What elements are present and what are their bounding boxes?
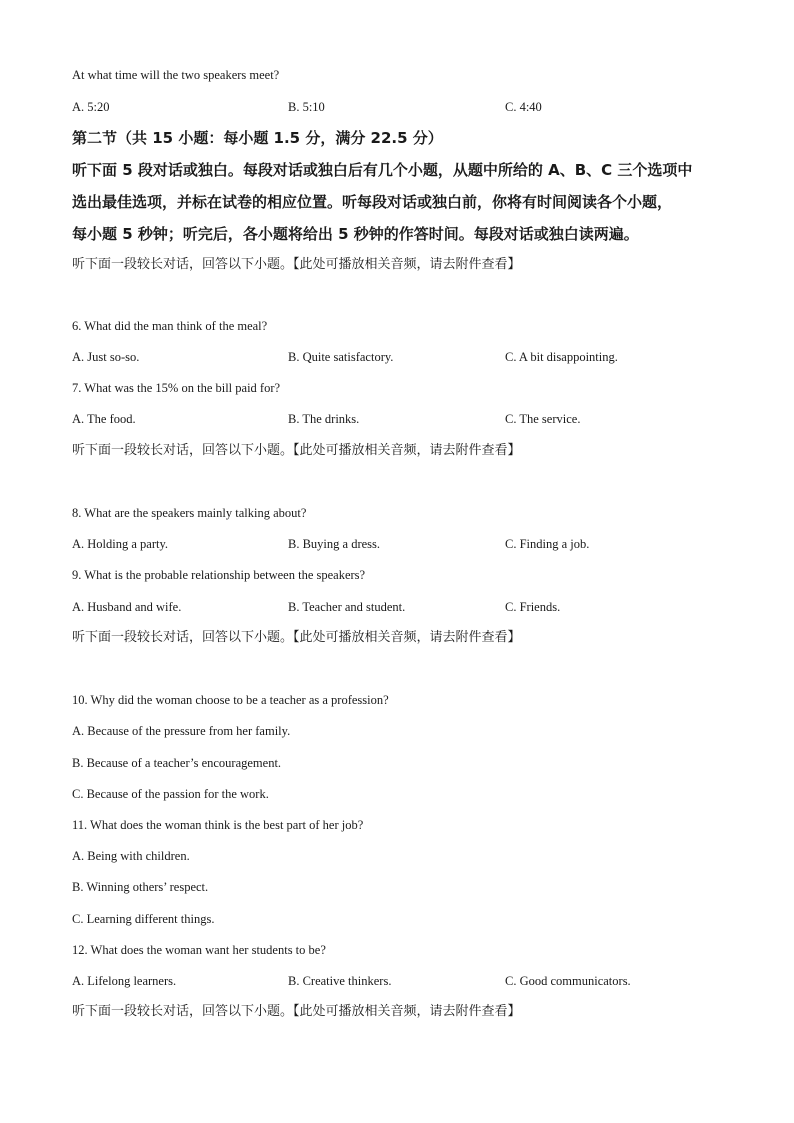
option-b: B. Buying a dress. [288, 537, 381, 551]
audio-note: 听下面一段较长对话，回答以下小题。【此处可播放相关音频，请去附件查看】 [72, 1004, 521, 1019]
option-a: A. Just so-so. [72, 350, 140, 364]
audio-note: 听下面一段较长对话，回答以下小题。【此处可播放相关音频，请去附件查看】 [72, 443, 521, 458]
option-b: B. Creative thinkers. [288, 974, 392, 988]
option-c: C. A bit disappointing. [505, 350, 618, 364]
option-a: A. Because of the pressure from her family. [72, 724, 291, 738]
question-5-options [72, 99, 732, 115]
option-a: A. 5:20 [72, 100, 110, 114]
option-b: B. Teacher and student. [288, 600, 406, 614]
option-c: C. Good communicators. [505, 974, 631, 988]
section-instruction-line-3: 每小题 5 秒钟；听完后，各小题将给出 5 秒钟的作答时间。每段对话或独白读两遍。 [72, 225, 639, 243]
option-c: C. Learning different things. [72, 912, 215, 926]
option-b: B. The drinks. [288, 412, 360, 426]
option-c: C. Finding a job. [505, 537, 590, 551]
question-9-options [72, 599, 732, 615]
question-9: 9. What is the probable relationship between the speakers? [72, 568, 366, 582]
option-b: B. Winning others’ respect. [72, 880, 209, 894]
option-b: B. Because of a teacher’s encouragement. [72, 756, 282, 770]
option-a: A. The food. [72, 412, 136, 426]
question-11: 11. What does the woman think is the best part of her job? [72, 818, 364, 832]
audio-note: 听下面一段较长对话，回答以下小题。【此处可播放相关音频，请去附件查看】 [72, 257, 521, 272]
option-c: C. The service. [505, 412, 581, 426]
option-c: C. Because of the passion for the work. [72, 787, 269, 801]
section-title: 第二节（共 15 小题：每小题 1.5 分，满分 22.5 分） [72, 129, 443, 147]
option-c: C. 4:40 [505, 100, 542, 114]
option-b: B. 5:10 [288, 100, 325, 114]
section-instruction-line-2: 选出最佳选项，并标在试卷的相应位置。听每段对话或独白前，你将有时间阅读各个小题， [72, 193, 673, 211]
question-7: 7. What was the 15% on the bill paid for? [72, 381, 281, 395]
question-5: At what time will the two speakers meet? [72, 68, 280, 82]
question-6-options [72, 349, 732, 365]
option-a: A. Being with children. [72, 849, 190, 863]
question-10: 10. Why did the woman choose to be a teacher as a profession? [72, 693, 389, 707]
option-a: A. Husband and wife. [72, 600, 182, 614]
question-8-options [72, 536, 732, 552]
option-b: B. Quite satisfactory. [288, 350, 394, 364]
audio-note: 听下面一段较长对话，回答以下小题。【此处可播放相关音频，请去附件查看】 [72, 630, 521, 645]
question-12: 12. What does the woman want her students to be? [72, 943, 326, 957]
question-12-options [72, 973, 732, 989]
section-instruction-line-1: 听下面 5 段对话或独白。每段对话或独白后有几个小题，从题中所给的 A、B、C 三个选项中 [72, 161, 693, 179]
option-a: A. Holding a party. [72, 537, 169, 551]
option-c: C. Friends. [505, 600, 561, 614]
question-7-options [72, 411, 732, 427]
option-a: A. Lifelong learners. [72, 974, 177, 988]
question-8: 8. What are the speakers mainly talking about? [72, 506, 307, 520]
question-6: 6. What did the man think of the meal? [72, 319, 268, 333]
